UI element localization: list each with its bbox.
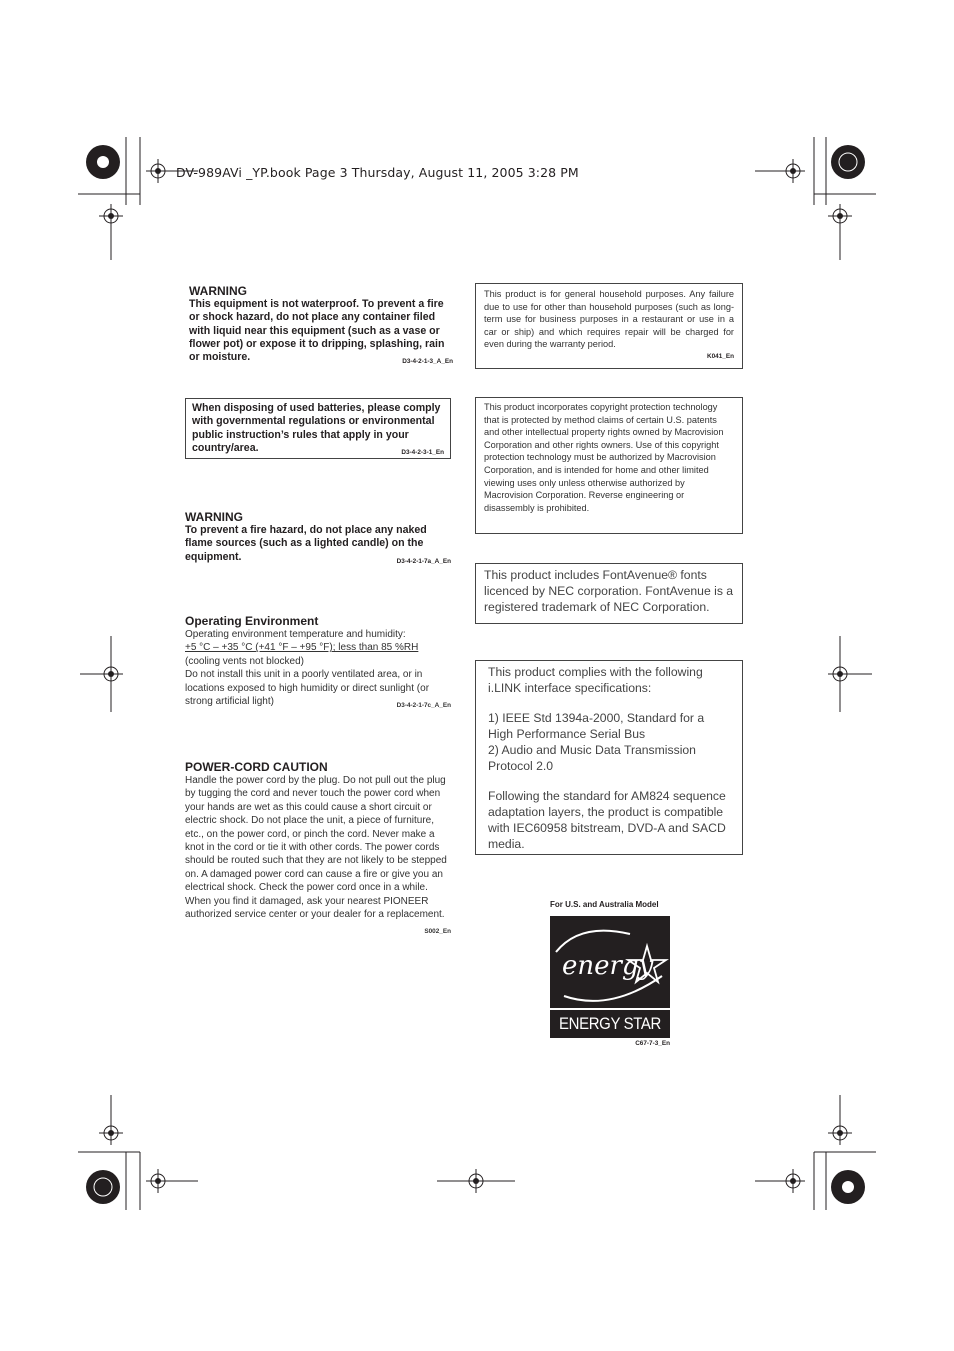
ref-code: D3-4-2-1-3_A_En: [402, 358, 453, 366]
crosshair-mark: [755, 1169, 805, 1193]
ilink-notice: [475, 660, 743, 855]
starburst-mark-tr: [831, 145, 865, 179]
crosshair-mark: [80, 636, 123, 712]
batteries-body-text: When disposing of used batteries, please comply with governmental regulations or environmental public instruction’s rules that apply in your country/area.: [192, 402, 441, 454]
operating-line4-text: Do not install this unit in a poorly ventilated area, or in locations exposed to high humidity or direct sunlight (or strong artificial light): [185, 669, 430, 708]
fontavenue-notice: [475, 563, 743, 624]
ref-code: K041_En: [707, 352, 734, 360]
crosshair-mark: [99, 204, 123, 260]
crosshair-mark: [828, 636, 872, 712]
section-title: Operating Environment: [185, 614, 319, 628]
crosshair-mark: [828, 204, 852, 260]
powercord-body-text: Handle the power cord by the plug. Do not pull out the plug by tugging the cord and never touch the power cord when your hands are wet as this could cause a short circuit or electric shock. Do not place the unit, a piece of furniture, etc., on the power cord, or pinch the cord. Never make a knot in the cord or tie it with other cords. The power cords should be routed such that they are not likely to be stepped on. A damaged power cord can cause a fire or give you an electrical shock. Check the power cord once in a while. When you find it damaged, ask your nearest PIONEER authorized service center or your dealer for a replacement.: [185, 775, 447, 921]
warning-flame: [185, 510, 451, 568]
ilink-item1: 1) IEEE Std 1394a-2000, Standard for a High Performance Serial Bus: [488, 711, 705, 741]
operating-line3: (cooling vents not blocked): [185, 655, 304, 667]
ilink-item2: 2) Audio and Music Data Transmission Protocol 2.0: [488, 743, 696, 773]
operating-line4: [185, 668, 451, 708]
energy-star-logo: [550, 916, 670, 1038]
ilink-outro: Following the standard for AM824 sequence adaptation layers, the product is compatible with IEC60958 bitstream, DVD-A and SACD media.: [488, 789, 726, 851]
warning-body-text: This equipment is not waterproof. To prevent a fire or shock hazard, do not place any container filed with liquid near this equipment (such as a vase or flower pot) or expose it to dripping, splashing, rain or moisture.: [189, 298, 445, 364]
warning-title: WARNING: [185, 510, 243, 524]
macrovision-notice: [475, 397, 743, 534]
power-cord-caution: [185, 760, 451, 939]
fontavenue-body: This product includes FontAvenue® fonts licenced by NEC corporation. FontAvenue is a registered trademark of NEC Corporation.: [484, 568, 734, 614]
batteries-body: [192, 402, 444, 455]
operating-line1: Operating environment temperature and humidity:: [185, 629, 406, 640]
starburst-mark-bl: [86, 1170, 120, 1204]
ref-code: D3-4-2-1-7a_A_En: [396, 557, 451, 565]
starburst-mark-br: [831, 1170, 865, 1204]
warning-waterproof: [189, 284, 453, 368]
crosshair-mark: [828, 1095, 852, 1145]
warning-title: WARNING: [189, 284, 247, 298]
warning-flame-text: To prevent a fire hazard, do not place any naked flame sources (such as a lighted candle) on the equipment.: [185, 524, 427, 563]
energy-star-label: For U.S. and Australia Model: [550, 900, 659, 909]
ref-code: S002_En: [424, 928, 451, 936]
crosshair-mark: [755, 159, 805, 183]
ref-code: D3-4-2-1-7c_A_En: [396, 702, 451, 710]
ref-code: C67-7-3_En: [635, 1040, 670, 1047]
warning-flame-body: [185, 524, 451, 564]
starburst-mark-tl: [86, 145, 120, 179]
batteries-notice: [185, 398, 451, 459]
warning-body: [189, 298, 453, 364]
powercord-body: [185, 774, 451, 936]
energy-star-wordmark: ENERGY STAR: [559, 1014, 661, 1033]
operating-line2: +5 °C – +35 °C (+41 °F – +95 °F); less than 85 %RH: [185, 642, 419, 654]
section-title: POWER-CORD CAUTION: [185, 760, 328, 774]
macrovision-body: This product incorporates copyright protection technology that is protected by method claims of certain U.S. patents and other intellectual property rights owned by Macrovision Corporation and other rights owners. Use of this copyright protection technology must be authorized by Macrovision Corporation, and is intended for home and other limited viewing uses only unless otherwise authorized by Macrovision Corporation. Reverse engineering or disassembly is prohibited.: [484, 402, 724, 513]
crosshair-mark: [146, 1169, 198, 1193]
ref-code: D3-4-2-3-1_En: [401, 448, 444, 456]
household-body: This product is for general household purposes. Any failure due to use for other than household purposes (such as long-term use for business purposes in a restaurant or use in a car or ship) and which requires repair will be charged for even during the warranty period.: [484, 289, 734, 350]
ilink-intro: This product complies with the following i.LINK interface specifications:: [488, 665, 703, 695]
operating-environment: [185, 614, 451, 712]
page-header: DV-989AVi _YP.book Page 3 Thursday, August 11, 2005 3:28 PM: [176, 165, 579, 180]
energy-script: energy: [562, 951, 654, 981]
crosshair-mark: [99, 1095, 123, 1145]
household-notice: [475, 283, 743, 369]
